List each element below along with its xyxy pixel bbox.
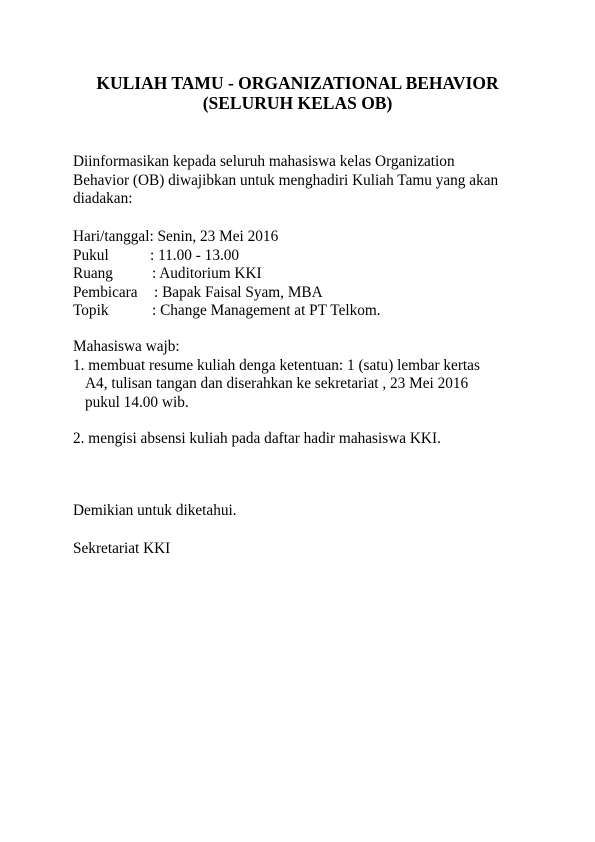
document-title bbox=[0, 73, 595, 113]
detail-row-topic bbox=[73, 302, 381, 321]
intro-paragraph bbox=[73, 153, 498, 209]
detail-row-room bbox=[73, 265, 381, 284]
title-line-1: KULIAH TAMU - ORGANIZATIONAL BEHAVIOR bbox=[96, 73, 499, 93]
signature-text: Sekretariat KKI bbox=[73, 540, 171, 557]
intro-line-3: diadakan: bbox=[73, 190, 133, 207]
speaker-value: : Bapak Faisal Syam, MBA bbox=[154, 283, 323, 301]
requirement-2: 2. mengisi absensi kuliah pada daftar hadir mahasiswa KKI. bbox=[73, 430, 441, 447]
spacer bbox=[73, 412, 480, 430]
room-value: : Auditorium KKI bbox=[152, 265, 262, 282]
date-value: : Senin, 23 Mei 2016 bbox=[149, 228, 279, 245]
requirements-section bbox=[73, 338, 480, 449]
topic-value: : Change Management at PT Telkom. bbox=[152, 302, 381, 319]
requirement-1-line-2: A4, tulisan tangan dan diserahkan ke sekretariat , 23 Mei 2016 bbox=[85, 375, 469, 392]
requirements-heading: Mahasiswa wajb: bbox=[73, 338, 180, 355]
room-label: Ruang bbox=[73, 265, 113, 282]
date-label: Hari/tanggal bbox=[73, 228, 150, 245]
intro-line-2: Behavior (OB) diwajibkan untuk menghadiri Kuliah Tamu yang akan bbox=[73, 171, 499, 189]
requirement-1-line-3: pukul 14.00 wib. bbox=[85, 393, 189, 411]
event-details bbox=[73, 228, 381, 321]
intro-line-1: Diinformasikan kepada seluruh mahasiswa kelas Organization bbox=[73, 153, 455, 170]
detail-row-date bbox=[73, 228, 381, 247]
requirement-1-line-1: 1. membuat resume kuliah denga ketentuan: 1 (satu) lembar kertas bbox=[73, 356, 480, 374]
topic-label: Topik bbox=[73, 302, 109, 319]
speaker-label: Pembicara bbox=[73, 283, 138, 301]
detail-row-speaker bbox=[73, 284, 381, 303]
closing-text: Demikian untuk diketahui. bbox=[73, 502, 237, 519]
title-line-2: (SELURUH KELAS OB) bbox=[202, 93, 393, 113]
detail-row-time bbox=[73, 247, 381, 266]
time-label: Pukul bbox=[73, 246, 109, 264]
time-value: : 11.00 - 13.00 bbox=[150, 246, 240, 264]
